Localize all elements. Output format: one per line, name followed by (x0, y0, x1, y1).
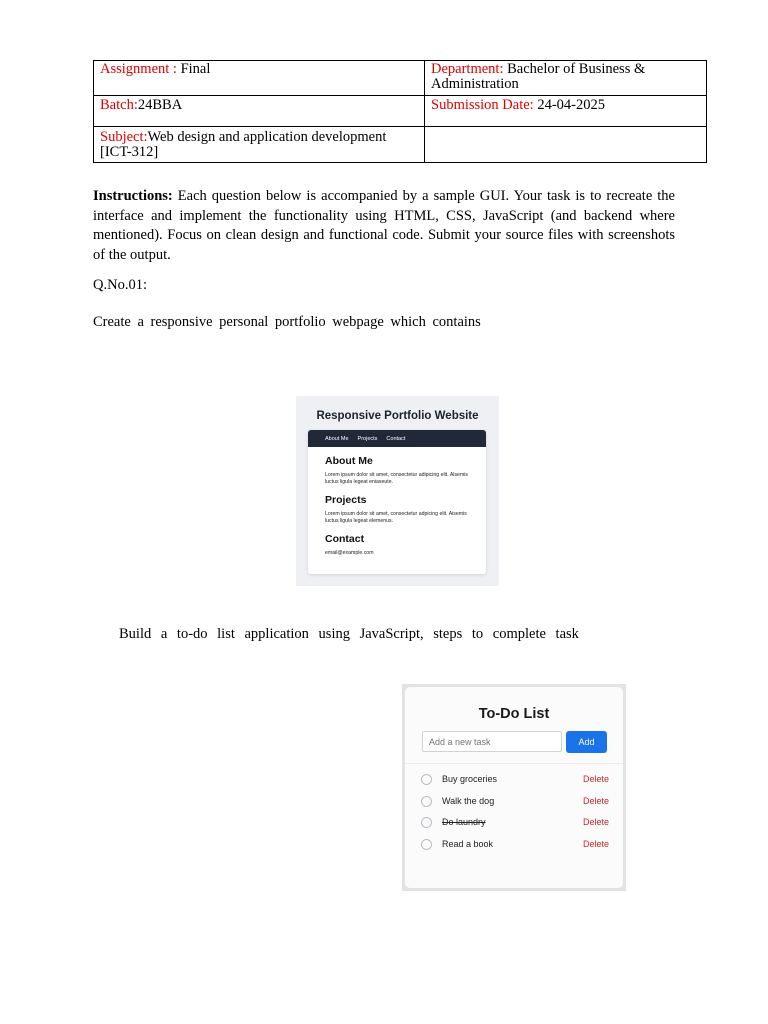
portfolio-text-projects: Lorem ipsum dolor sit amet, consectetur adpicing elit. Aisemis luctus ligula legeat elemenus. (325, 511, 467, 524)
portfolio-heading-projects: Projects (325, 494, 367, 506)
portfolio-card (308, 430, 486, 574)
portfolio-title: Responsive Portfolio Website (316, 410, 479, 422)
empty-cell (425, 127, 707, 163)
portfolio-section-about (308, 455, 486, 486)
assignment-value: Final (180, 61, 211, 77)
assignment-label: Assignment (100, 61, 170, 77)
instructions-paragraph (93, 187, 675, 265)
submission-label: Submission Date: (431, 97, 534, 113)
portfolio-heading-about: About Me (325, 455, 373, 467)
question-1-text: Create a responsive personal portfolio webpage which contains (93, 314, 481, 330)
todo-item (405, 769, 623, 791)
todo-divider (405, 763, 623, 764)
subject-cell (94, 127, 425, 163)
assignment-separator: : (169, 61, 181, 77)
todo-list (405, 769, 623, 855)
instructions-label: Instructions: (93, 188, 173, 204)
todo-delete-button[interactable]: Delete (582, 795, 609, 806)
todo-item (405, 812, 623, 834)
assignment-cell (94, 61, 425, 96)
todo-task-input[interactable] (422, 731, 562, 752)
todo-delete-button[interactable]: Delete (582, 817, 609, 827)
todo-delete-button[interactable]: Delete (582, 838, 609, 849)
assignment-info-table (93, 60, 707, 163)
checkbox-circle-icon[interactable] (421, 774, 432, 785)
todo-item-text: Walk the dog (442, 795, 495, 806)
todo-item (405, 834, 623, 856)
question-number: Q.No.01: (93, 277, 147, 293)
checkbox-circle-icon[interactable] (421, 817, 432, 828)
todo-item-text: Buy groceries (442, 774, 498, 784)
checkbox-circle-icon[interactable] (421, 839, 432, 850)
submission-cell (425, 96, 707, 127)
department-value: Bachelor of Business & Administration (431, 61, 646, 92)
task-2-text: Build a to-do list application using JavaScript, steps to complete task (119, 626, 579, 642)
submission-value: 24-04-2025 (533, 97, 606, 113)
todo-title: To-Do List (478, 706, 550, 722)
batch-label: Batch: (100, 97, 138, 113)
department-label: Department: (431, 61, 504, 77)
portfolio-text-about: Lorem ipsum dolor sit amet, consectetur adipicing elit. Alsemis luctus ligula legeat eniaseute. (325, 472, 469, 485)
portfolio-section-projects (308, 494, 486, 525)
subject-value: Web design and application development [ICT-312] (100, 129, 387, 160)
portfolio-nav-projects: Projects (357, 435, 378, 442)
portfolio-text-contact: email@example.com (325, 550, 374, 556)
portfolio-nav (308, 430, 486, 447)
portfolio-sample-image (296, 396, 499, 586)
department-cell (425, 61, 707, 96)
todo-sample-image (402, 684, 626, 891)
portfolio-nav-contact: Contact (386, 435, 406, 442)
portfolio-nav-about: About Me (325, 435, 349, 442)
todo-add-button[interactable]: Add (566, 731, 607, 753)
todo-item-text: Read a book (442, 838, 494, 849)
todo-card (405, 687, 623, 888)
todo-item (405, 791, 623, 813)
instructions-text: Each question below is accompanied by a sample GUI. Your task is to recreate the interface and implement the functionality using HTML, CSS, JavaScript (and backend where mentioned). Focus on clean design and functional code. Submit your source files with screenshots of the output. (93, 188, 675, 263)
batch-cell (94, 96, 425, 127)
batch-value: 24BBA (137, 97, 183, 113)
portfolio-section-contact (308, 533, 486, 557)
todo-delete-button[interactable]: Delete (582, 774, 609, 784)
portfolio-heading-contact: Contact (325, 533, 365, 545)
todo-item-text: Do laundry (442, 817, 486, 827)
subject-label: Subject: (100, 129, 148, 145)
checkbox-circle-icon[interactable] (421, 796, 432, 807)
